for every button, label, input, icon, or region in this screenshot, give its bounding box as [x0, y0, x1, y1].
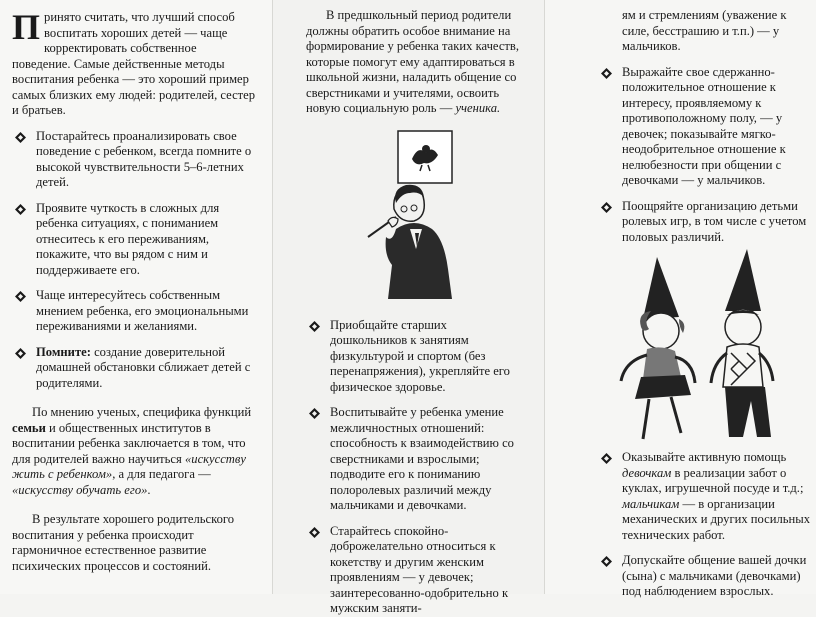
fold-line-2 [544, 0, 545, 594]
diamond-bullet-icon [601, 68, 612, 79]
column-3-content [598, 8, 810, 600]
column-1-content [12, 7, 256, 574]
list-item: Оказывайте активную помощь девочкам в реализации забот о куклах, игрушечной посуде и т.д.; мальчикам — в организации механических и других посильных технических работ. [598, 450, 810, 543]
children-illustration [609, 249, 799, 444]
teacher-illustration [360, 129, 470, 304]
diamond-bullet-icon [309, 321, 320, 332]
diamond-bullet-icon [15, 132, 26, 143]
fold-line-1 [272, 0, 273, 594]
list-item: Воспитывайте у ребенка умение межличностных отношений: способность к взаимодействию со сверстниками и взрослыми; подводите его к пониманию полоролевых различий между мальчиками и девочками. [306, 405, 524, 514]
diamond-bullet-icon [15, 291, 26, 302]
list-item: Проявите чуткость в сложных для ребенка ситуациях, с пониманием отнеситесь к его переживаниям, покажите, что вы рядом с ним и поддерживаете его. [12, 201, 256, 279]
diamond-bullet-icon [309, 527, 320, 538]
intro-paragraph: В предшкольный период родители должны обратить особое внимание на формирование у ребенка таких качеств, которые помогут ему адаптироваться в школьной жизни, наладить общение со сверстниками и учителями, освоить новую социальную роль — ученика. [306, 8, 520, 115]
diamond-bullet-icon [601, 453, 612, 464]
paragraph-family: По мнению ученых, специфика функций семьи и общественных институтов в воспитании ребенка заключается в том, что для родителей важно научиться «искусству жить с ребенком», а для педагога — «искусству обучать его». [12, 405, 252, 497]
continued-text: ям и стремлениям (уважение к силе, бесстрашию и т.п.) — у мальчиков. [622, 8, 787, 53]
list-item: Старайтесь спокойно-доброжелательно относиться к кокетству и другим женским проявлениям — у девочек; заинтересованно-одобрительно к мужским заняти- [306, 524, 524, 617]
diamond-bullet-icon [15, 348, 26, 359]
column-2-content [306, 8, 524, 617]
diamond-bullet-icon [309, 408, 320, 419]
paragraph-result: В результате хорошего родительского воспитания у ребенка происходит гармоничное естественное развитие психических процессов и состояний. [12, 512, 235, 573]
list-item: Выражайте свое сдержанно-положительное отношение к интересу, проявляемому к противоположному полу, — у девочек; показывайте мягко-неодобрительное отношение к нелюбезности при общении с девочками — у мальчиков. [598, 65, 810, 189]
list-item: Поощряйте организацию детьми ролевых игр, в том числе с учетом половых различий. [598, 199, 810, 246]
diamond-bullet-icon [601, 556, 612, 567]
list-item: Постарайтесь проанализировать свое поведение с ребенком, всегда помните о высокой чувствительности 5–6-летних детей. [12, 129, 256, 191]
intro-paragraph [12, 7, 256, 119]
intro-text: ринято считать, что лучший способ воспитать хороших детей — чаще корректировать собственное поведение. Самые действенные методы воспитания ребенка — это хороший пример самых близких ему людей: родителей, сестер и братьев. [12, 10, 256, 117]
diamond-bullet-icon [15, 204, 26, 215]
drop-cap: П [12, 7, 41, 47]
list-item: Помните: создание доверительной домашней обстановки сближает детей с родителями. [12, 345, 256, 392]
diamond-bullet-icon [601, 202, 612, 213]
list-item: Чаще интересуйтесь собственным мнением ребенка, его эмоциональными переживаниями и желаниями. [12, 288, 256, 335]
list-item: Приобщайте старших дошкольников к занятиям физкультурой и спортом (без перенапряжения), укрепляйте его физическое здоровье. [306, 318, 524, 396]
list-item: Допускайте общение вашей дочки (сына) с мальчиками (девочками) под наблюдением взрослых. [598, 553, 810, 600]
